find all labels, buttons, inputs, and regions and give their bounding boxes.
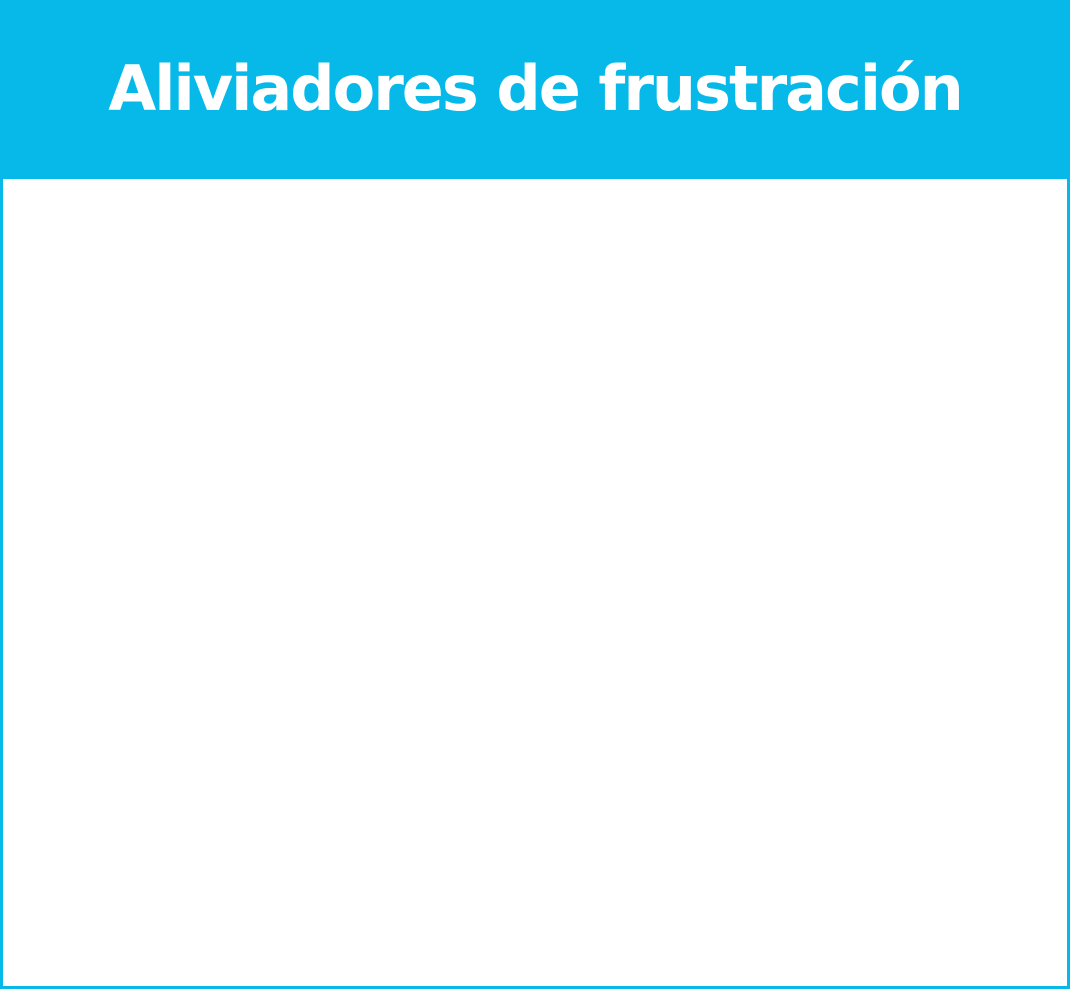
card-body-empty-area[interactable] (3, 179, 1067, 986)
card-header (3, 3, 1067, 179)
card-title: Aliviadores de frustración (108, 52, 962, 125)
